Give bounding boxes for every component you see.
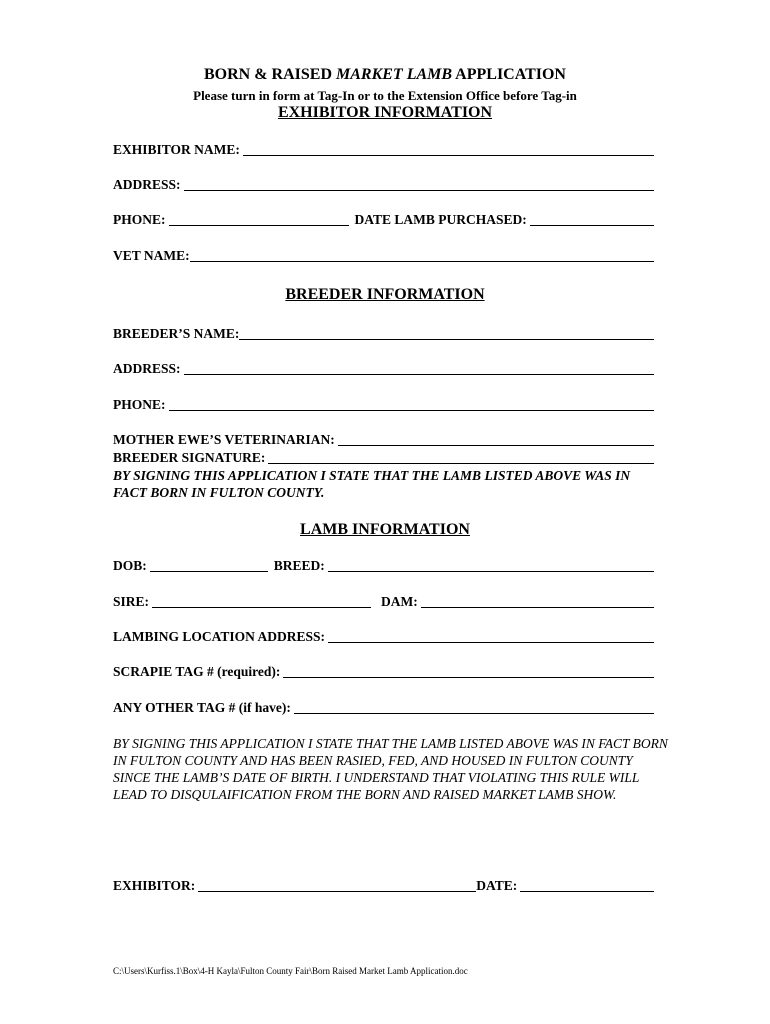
sire-field[interactable] <box>152 593 371 608</box>
form-title <box>0 66 770 84</box>
breeder-name-row <box>113 324 654 342</box>
exhibitor-heading: EXHIBITOR INFORMATION <box>277 104 493 121</box>
vet-name-row <box>113 246 654 264</box>
dob-label: DOB: <box>113 558 147 573</box>
other-tag-field[interactable] <box>294 699 654 714</box>
dam-label: DAM: <box>381 594 418 609</box>
breeder-address-field[interactable] <box>184 360 654 375</box>
exhibitor-name-label: EXHIBITOR NAME: <box>113 142 240 157</box>
exhibitor-name-field[interactable] <box>243 141 654 156</box>
date-purchased-field[interactable] <box>530 211 654 226</box>
vet-name-label: VET NAME: <box>113 248 190 263</box>
exhibitor-name-row <box>113 140 654 158</box>
dob-field[interactable] <box>150 557 268 572</box>
breeder-statement: BY SIGNING THIS APPLICATION I STATE THAT THE LAMB LISTED ABOVE WAS IN FACT BORN IN FULTON COUNTY. <box>113 468 631 500</box>
lambing-location-label: LAMBING LOCATION ADDRESS: <box>113 629 326 644</box>
lamb-heading: LAMB INFORMATION <box>300 521 470 538</box>
breeder-signature-row <box>113 448 654 466</box>
breeder-address-row <box>113 359 654 377</box>
breeder-address-label: ADDRESS: <box>113 361 181 376</box>
dob-breed-row <box>113 556 654 574</box>
ewe-vet-row <box>113 430 654 448</box>
breeder-phone-field[interactable] <box>169 396 655 411</box>
exhibitor-address-label: ADDRESS: <box>113 177 181 192</box>
ewe-vet-field[interactable] <box>338 431 654 446</box>
title-text-2: APPLICATION <box>452 66 566 83</box>
exhibitor-phone-label: PHONE: <box>113 212 166 227</box>
exhibitor-signoff-row <box>113 876 654 894</box>
dam-field[interactable] <box>421 593 654 608</box>
sire-dam-row <box>113 592 654 610</box>
date-purchased-label: DATE LAMB PURCHASED: <box>354 212 527 227</box>
breeder-heading: BREEDER INFORMATION <box>285 286 485 303</box>
file-path-footer: C:\Users\Kurfiss.1\Box\4-H Kayla\Fulton County Fair\Born Raised Market Lamb Application.doc <box>113 966 468 976</box>
lamb-statement: BY SIGNING THIS APPLICATION I STATE THAT THE LAMB LISTED ABOVE WAS IN FACT BORN IN FULTON COUNTY AND HAS BEEN RASIED, FED, AND HOUSED IN FULTON COUNTY SINCE THE LAMB’S DATE OF BIRTH. I UNDERSTAND THAT VIOLATING THIS RULE WILL LEAD TO DISQULAIFICATION FROM THE BORN AND RAISED MARKET LAMB SHOW. <box>113 736 668 802</box>
vet-name-field[interactable] <box>190 247 654 262</box>
breed-field[interactable] <box>328 557 654 572</box>
scrapie-tag-label: SCRAPIE TAG # (required): <box>113 664 281 679</box>
breeder-phone-row <box>113 395 654 413</box>
lambing-location-field[interactable] <box>328 628 654 643</box>
signoff-date-field[interactable] <box>520 877 654 892</box>
breed-label: BREED: <box>273 558 325 573</box>
title-text-italic: MARKET LAMB <box>336 66 453 83</box>
exhibitor-phone-field[interactable] <box>169 211 349 226</box>
breeder-signature-label: BREEDER SIGNATURE: <box>113 450 266 465</box>
signoff-date-label: DATE: <box>476 878 518 893</box>
breeder-signature-field[interactable] <box>268 449 654 464</box>
breeder-name-field[interactable] <box>239 325 654 340</box>
scrapie-tag-field[interactable] <box>283 663 654 678</box>
exhibitor-signature-label: EXHIBITOR: <box>113 878 196 893</box>
lambing-location-row <box>113 627 654 645</box>
title-text-1: BORN & RAISED <box>204 66 337 83</box>
exhibitor-address-row <box>113 175 654 193</box>
exhibitor-address-field[interactable] <box>184 176 654 191</box>
ewe-vet-label: MOTHER EWE’S VETERINARIAN: <box>113 432 335 447</box>
exhibitor-signature-field[interactable] <box>198 877 476 892</box>
scrapie-tag-row <box>113 662 654 680</box>
breeder-phone-label: PHONE: <box>113 397 166 412</box>
other-tag-row <box>113 698 654 716</box>
breeder-name-label: BREEDER’S NAME: <box>113 326 240 341</box>
form-subtitle: Please turn in form at Tag-In or to the Extension Office before Tag-in <box>193 88 577 103</box>
exhibitor-phone-row <box>113 210 654 228</box>
sire-label: SIRE: <box>113 594 150 609</box>
other-tag-label: ANY OTHER TAG # (if have): <box>113 700 291 715</box>
